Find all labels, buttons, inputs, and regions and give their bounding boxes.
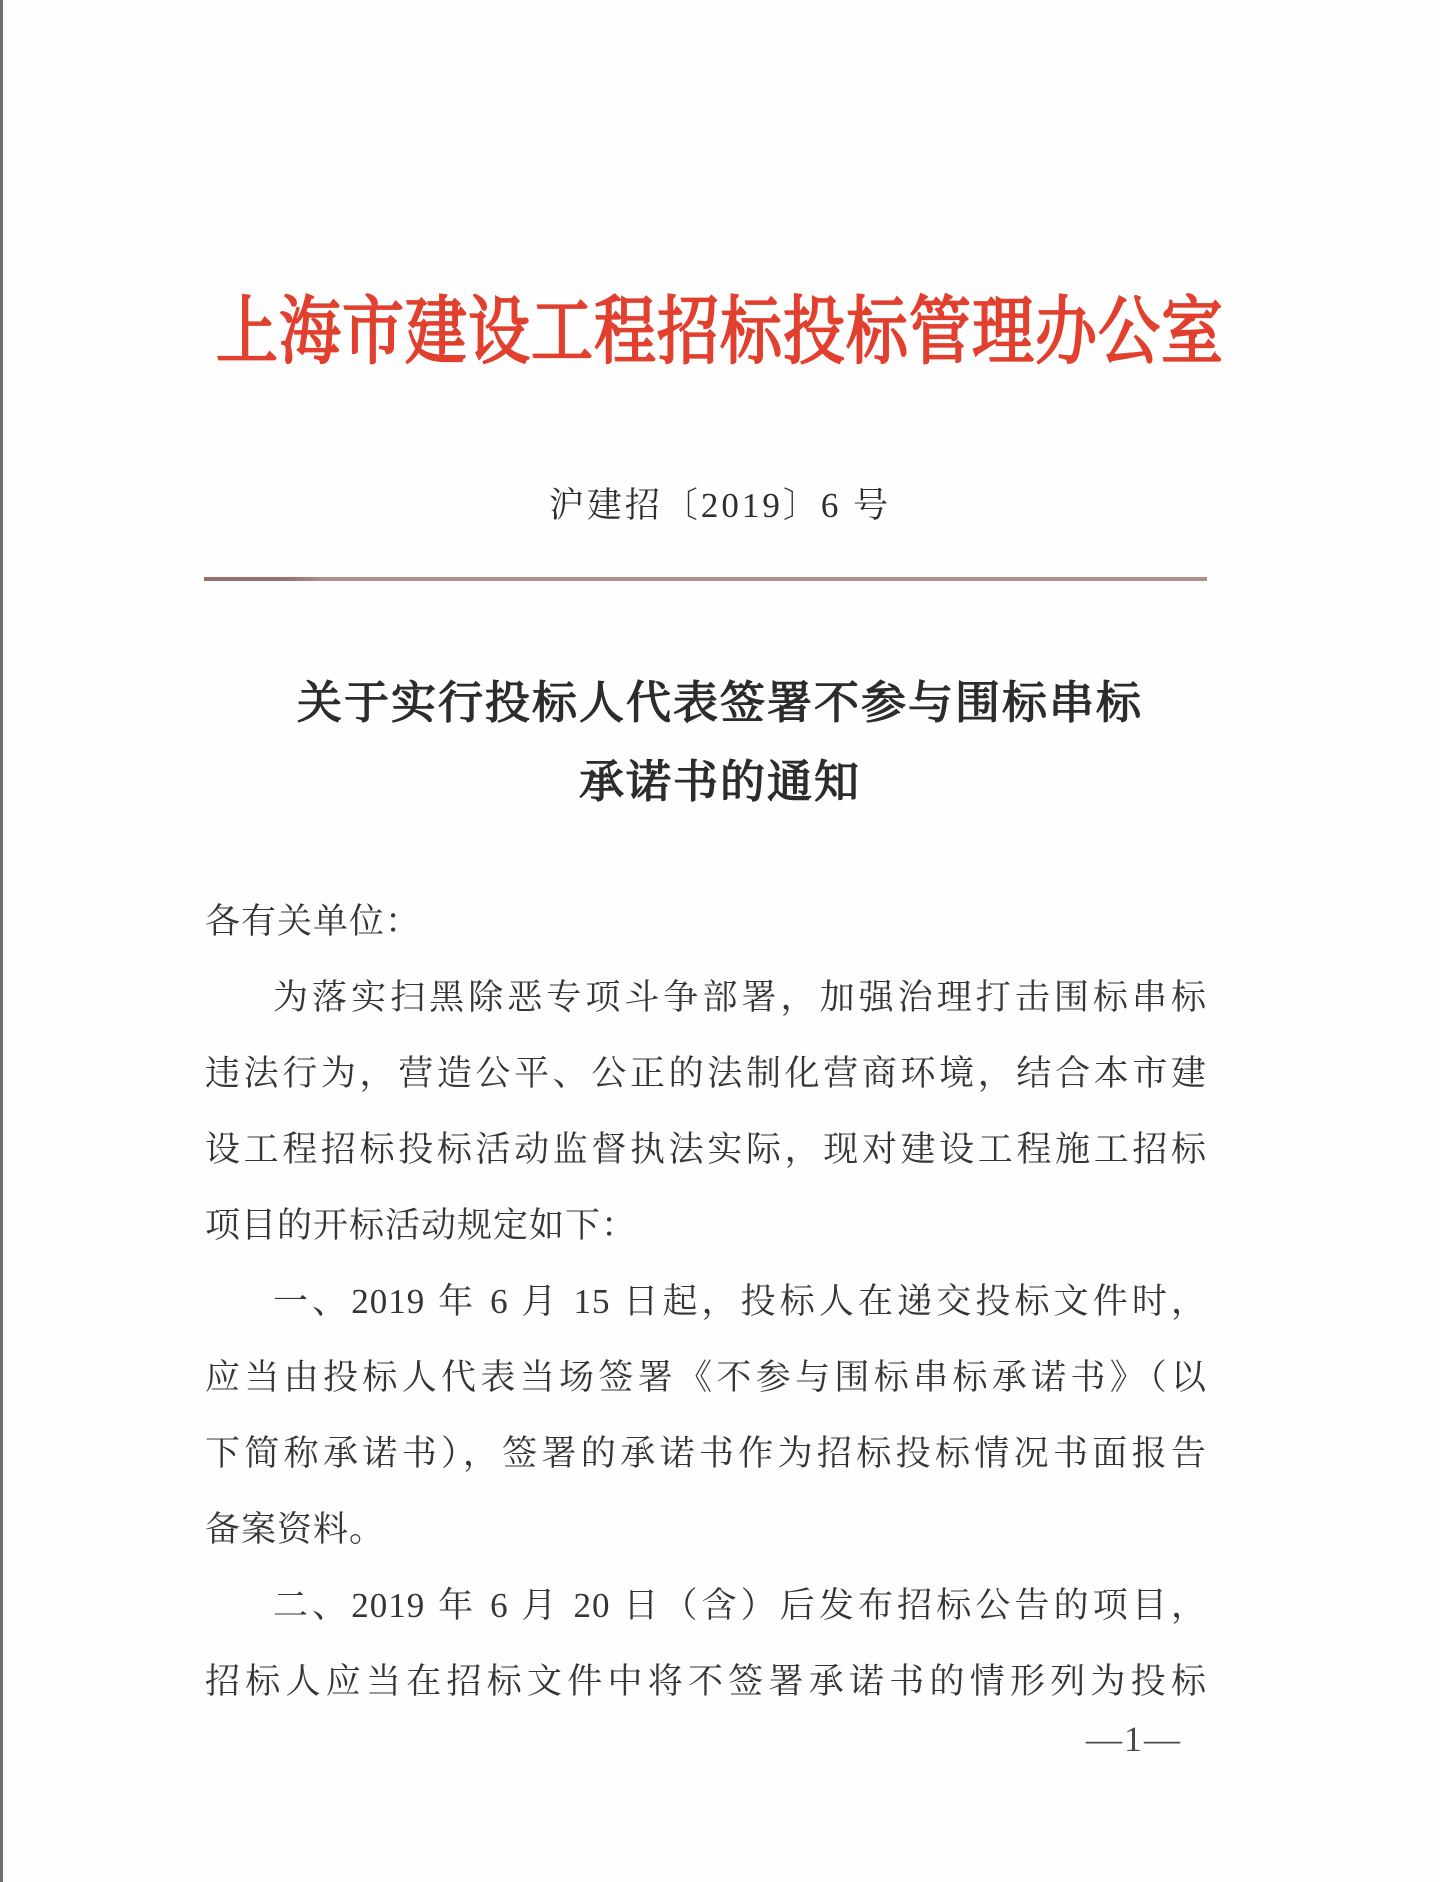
- notice-title: [0, 664, 1440, 822]
- body-line: 一、2019 年 6 月 15 日起，投标人在递交投标文件时，: [273, 1282, 1207, 1321]
- body-line: 为落实扫黑除恶专项斗争部署，加强治理打击围标串标: [273, 978, 1207, 1017]
- body-line: 应当由投标人代表当场签署《不参与围标串标承诺书》（以: [205, 1358, 1207, 1397]
- notice-title-line1: 关于实行投标人代表签署不参与围标串标: [296, 678, 1143, 728]
- document-number: 沪建招〔2019〕6 号: [548, 486, 892, 525]
- issuing-organization-header: 上海市建设工程招标投标管理办公室: [215, 292, 1224, 374]
- body-line: 设工程招标投标活动监督执法实际，现对建设工程施工招标: [205, 1130, 1207, 1169]
- body-line: 招标人应当在招标文件中将不签署承诺书的情形列为投标: [205, 1662, 1207, 1701]
- red-separator-line: [204, 577, 1207, 581]
- body-line: 备案资料。: [205, 1510, 386, 1549]
- body-line: 下简称承诺书），签署的承诺书作为招标投标情况书面报告: [205, 1434, 1207, 1473]
- notice-title-line2: 承诺书的通知: [578, 757, 861, 807]
- body-line: 项目的开标活动规定如下：: [205, 1206, 638, 1245]
- notice-body: [205, 884, 1207, 1720]
- salutation: 各有关单位：: [205, 902, 422, 941]
- body-line: 二、2019 年 6 月 20 日（含）后发布招标公告的项目，: [273, 1586, 1207, 1625]
- body-line: 违法行为，营造公平、公正的法制化营商环境，结合本市建: [205, 1054, 1207, 1093]
- page-number: —1—: [1086, 1719, 1182, 1759]
